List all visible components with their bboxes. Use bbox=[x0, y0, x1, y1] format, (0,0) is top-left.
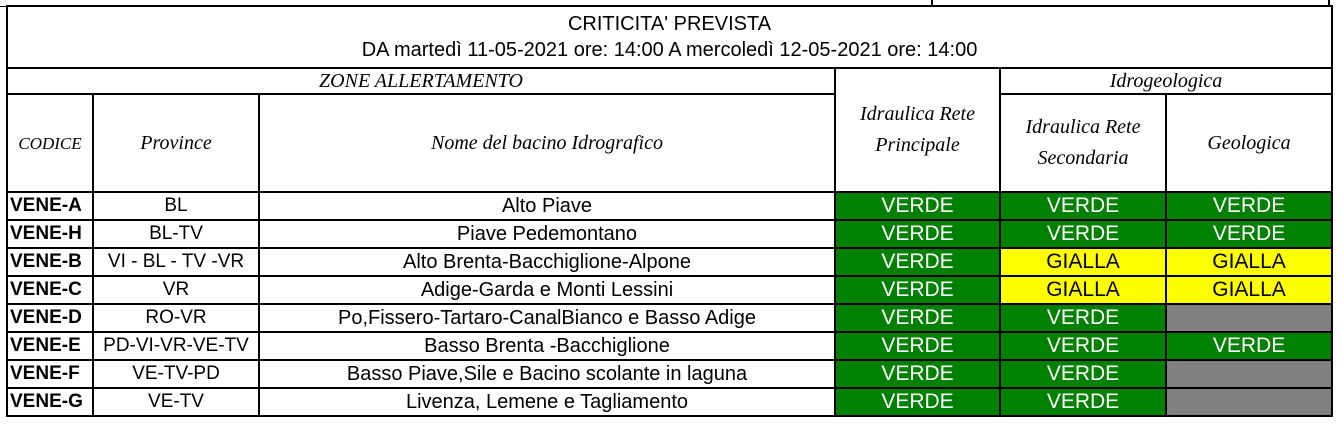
table-row bbox=[7, 360, 1332, 388]
zone-code: VENE-F bbox=[7, 360, 93, 388]
report-title bbox=[7, 6, 1332, 68]
level-principale: VERDE bbox=[835, 248, 1000, 276]
header-idrogeologica: Idrogeologica bbox=[1000, 68, 1332, 94]
criticality-table bbox=[6, 5, 1333, 417]
table-row bbox=[7, 248, 1332, 276]
level-geologica: GIALLA bbox=[1166, 248, 1332, 276]
province-cell: RO-VR bbox=[93, 304, 259, 332]
level-secondaria: VERDE bbox=[1000, 192, 1166, 220]
province-cell: VR bbox=[93, 276, 259, 304]
level-principale: VERDE bbox=[835, 220, 1000, 248]
level-secondaria: VERDE bbox=[1000, 360, 1166, 388]
level-principale: VERDE bbox=[835, 388, 1000, 416]
province-cell: PD-VI-VR-VE-TV bbox=[93, 332, 259, 360]
header-province: Province bbox=[93, 94, 259, 192]
zone-code: VENE-G bbox=[7, 388, 93, 416]
table-row bbox=[7, 276, 1332, 304]
basin-name: Basso Piave,Sile e Bacino scolante in laguna bbox=[259, 360, 835, 388]
header-idraulica-principale bbox=[835, 68, 1000, 192]
province-cell: VE-TV bbox=[93, 388, 259, 416]
level-geologica: VERDE bbox=[1166, 192, 1332, 220]
title-line-2: DA martedì 11-05-2021 ore: 14:00 A mercoledì 12-05-2021 ore: 14:00 bbox=[361, 39, 978, 61]
basin-name: Alto Piave bbox=[259, 192, 835, 220]
header-codice: CODICE bbox=[7, 94, 93, 192]
level-principale: VERDE bbox=[835, 360, 1000, 388]
table-row bbox=[7, 220, 1332, 248]
zone-code: VENE-A bbox=[7, 192, 93, 220]
header-idraulica-principale-label: Idraulica Rete Principale bbox=[860, 103, 975, 156]
level-principale: VERDE bbox=[835, 332, 1000, 360]
zone-code: VENE-H bbox=[7, 220, 93, 248]
level-secondaria: VERDE bbox=[1000, 220, 1166, 248]
level-principale: VERDE bbox=[835, 276, 1000, 304]
level-geologica bbox=[1166, 304, 1332, 332]
level-geologica: GIALLA bbox=[1166, 276, 1332, 304]
level-secondaria: VERDE bbox=[1000, 388, 1166, 416]
basin-name: Po,Fissero-Tartaro-CanalBianco e Basso Adige bbox=[259, 304, 835, 332]
level-secondaria: VERDE bbox=[1000, 304, 1166, 332]
header-bacino: Nome del bacino Idrografico bbox=[259, 94, 835, 192]
province-cell: BL bbox=[93, 192, 259, 220]
province-cell: VI - BL - TV -VR bbox=[93, 248, 259, 276]
table-body bbox=[7, 192, 1332, 416]
basin-name: Adige-Garda e Monti Lessini bbox=[259, 276, 835, 304]
level-geologica: VERDE bbox=[1166, 332, 1332, 360]
header-idraulica-secondaria-label: Idraulica Rete Secondaria bbox=[1025, 116, 1141, 169]
zone-code: VENE-D bbox=[7, 304, 93, 332]
zone-code: VENE-B bbox=[7, 248, 93, 276]
table-row bbox=[7, 304, 1332, 332]
header-geologica: Geologica bbox=[1166, 94, 1332, 192]
level-secondaria: VERDE bbox=[1000, 332, 1166, 360]
basin-name: Livenza, Lemene e Tagliamento bbox=[259, 388, 835, 416]
basin-name: Piave Pedemontano bbox=[259, 220, 835, 248]
province-cell: BL-TV bbox=[93, 220, 259, 248]
level-principale: VERDE bbox=[835, 192, 1000, 220]
title-line-1: CRITICITA' PREVISTA bbox=[567, 13, 772, 35]
level-secondaria: GIALLA bbox=[1000, 276, 1166, 304]
basin-name: Alto Brenta-Bacchiglione-Alpone bbox=[259, 248, 835, 276]
zone-code: VENE-E bbox=[7, 332, 93, 360]
table-row bbox=[7, 332, 1332, 360]
level-principale: VERDE bbox=[835, 304, 1000, 332]
table-row bbox=[7, 388, 1332, 416]
level-geologica bbox=[1166, 388, 1332, 416]
header-idraulica-secondaria bbox=[1000, 94, 1166, 192]
basin-name: Basso Brenta -Bacchiglione bbox=[259, 332, 835, 360]
level-geologica: VERDE bbox=[1166, 220, 1332, 248]
province-cell: VE-TV-PD bbox=[93, 360, 259, 388]
level-secondaria: GIALLA bbox=[1000, 248, 1166, 276]
table-row bbox=[7, 192, 1332, 220]
zone-code: VENE-C bbox=[7, 276, 93, 304]
header-zone-allertamento: ZONE ALLERTAMENTO bbox=[7, 68, 835, 94]
level-geologica bbox=[1166, 360, 1332, 388]
